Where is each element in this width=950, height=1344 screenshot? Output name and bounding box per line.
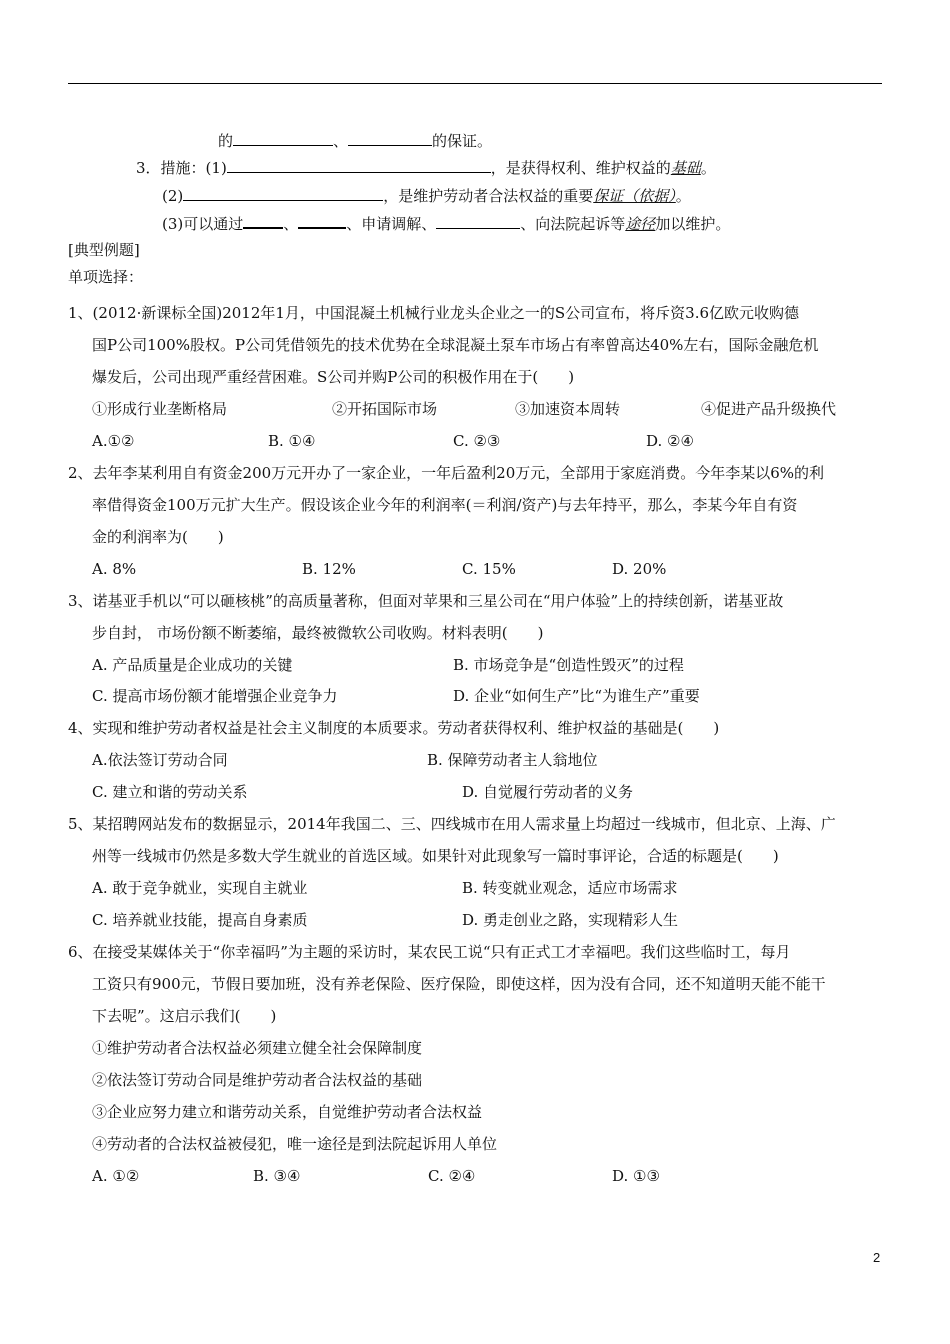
q3-option-d[interactable]: D. 企业“如何生产”比“为谁生产”重要 xyxy=(453,687,700,705)
q5-option-b[interactable]: B. 转变就业观念，适应市场需求 xyxy=(462,879,678,897)
q5-stem-line: 州等一线城市仍然是多数大学生就业的首选区域。如果针对此现象写一篇时事评论，合适的标题是( ) xyxy=(92,847,779,865)
fill-line-2: 3．措施：(1) ，是获得权利、维护权益的基础。 xyxy=(136,159,716,177)
q4-option-c[interactable]: C. 建立和谐的劳动关系 xyxy=(92,783,248,801)
q2-option-d[interactable]: D. 20% xyxy=(612,560,667,578)
q1-statement: ②开拓国际市场 xyxy=(332,400,438,418)
blank[interactable] xyxy=(233,131,333,146)
fill-line-3: (2) ，是维护劳动者合法权益的重要保证（依据）。 xyxy=(162,187,691,205)
q6-statement: ④劳动者的合法权益被侵犯，唯一途径是到法院起诉用人单位 xyxy=(92,1135,498,1153)
q2-option-c[interactable]: C. 15% xyxy=(462,560,516,578)
q6-stem-line: 6、在接受某媒体关于“你幸福吗”为主题的采访时，某农民工说“只有正式工才幸福吧。我们这些临时工，每月 xyxy=(68,943,791,961)
q3-option-b[interactable]: B. 市场竞争是“创造性毁灭”的过程 xyxy=(453,656,684,674)
q2-stem-line: 率借得资金100万元扩大生产。假设该企业今年的利润率(＝利润/资产)与去年持平，那么，李某今年自有资 xyxy=(92,496,798,514)
q6-statement: ①维护劳动者合法权益必须建立健全社会保障制度 xyxy=(92,1039,423,1057)
q4-stem-line: 4、实现和维护劳动者权益是社会主义制度的本质要求。劳动者获得权利、维护权益的基础是( ) xyxy=(68,719,720,737)
blank[interactable] xyxy=(183,186,383,201)
blank[interactable] xyxy=(436,214,520,229)
q1-option-b[interactable]: B. ①④ xyxy=(268,432,316,450)
q6-option-c[interactable]: C. ②④ xyxy=(428,1167,476,1185)
sub-heading: 单项选择： xyxy=(68,268,144,286)
q6-option-d[interactable]: D. ①③ xyxy=(612,1167,660,1185)
q6-stem-line: 工资只有900元，节假日要加班，没有养老保险、医疗保险，即使这样，因为没有合同，还不知道明天能不能干 xyxy=(92,975,826,993)
q1-stem-line: 1、(2012·新课标全国)2012年1月，中国混凝土机械行业龙头企业之一的S公司宣布，将斥资3.6亿欧元收购德 xyxy=(68,304,800,322)
q2-stem-line: 2、去年李某利用自有资金200万元开办了一家企业，一年后盈利20万元，全部用于家庭消费。今年李某以6%的利 xyxy=(68,464,825,482)
q5-option-a[interactable]: A. 敢于竞争就业，实现自主就业 xyxy=(92,879,308,897)
q4-option-b[interactable]: B. 保障劳动者主人翁地位 xyxy=(427,751,598,769)
q3-stem-line: 3、诺基亚手机以“可以砸核桃”的高质量著称，但面对苹果和三星公司在“用户体验”上的持续创新，诺基亚故 xyxy=(68,592,784,610)
section-heading: [典型例题] xyxy=(68,241,140,259)
header-rule xyxy=(68,83,882,84)
blank[interactable] xyxy=(243,213,283,229)
q6-option-b[interactable]: B. ③④ xyxy=(253,1167,301,1185)
blank[interactable] xyxy=(298,213,346,229)
q1-stem-line: 国P公司100%股权。P公司凭借领先的技术优势在全球混凝土泵车市场占有率曾高达40%左右，国际金融危机 xyxy=(92,336,819,354)
q5-option-d[interactable]: D. 勇走创业之路，实现精彩人生 xyxy=(462,911,679,929)
keyword: 基础 xyxy=(670,159,701,177)
q1-stem-line: 爆发后，公司出现严重经营困难。S公司并购P公司的积极作用在于( ) xyxy=(92,368,575,386)
q5-stem-line: 5、某招聘网站发布的数据显示，2014年我国二、三、四线城市在用人需求量上均超过一线城市，但北京、上海、广 xyxy=(68,815,836,833)
q6-statement: ②依法签订劳动合同是维护劳动者合法权益的基础 xyxy=(92,1071,423,1089)
q1-statement: ③加速资本周转 xyxy=(515,400,621,418)
q6-option-a[interactable]: A. ①② xyxy=(92,1167,140,1185)
q6-statement: ③企业应努力建立和谐劳动关系，自觉维护劳动者合法权益 xyxy=(92,1103,483,1121)
q5-option-c[interactable]: C. 培养就业技能，提高自身素质 xyxy=(92,911,308,929)
blank[interactable] xyxy=(227,158,491,173)
blank[interactable] xyxy=(348,131,432,146)
q4-option-d[interactable]: D. 自觉履行劳动者的义务 xyxy=(462,783,634,801)
keyword: 途径 xyxy=(625,215,656,233)
q3-stem-line: 步自封， 市场份额不断萎缩，最终被微软公司收购。材料表明( ) xyxy=(92,624,544,642)
q2-option-a[interactable]: A. 8% xyxy=(92,560,137,578)
q4-option-a[interactable]: A.依法签订劳动合同 xyxy=(92,751,228,769)
q2-stem-line: 金的利润率为( ) xyxy=(92,528,224,546)
q1-statement: ④促进产品升级换代 xyxy=(701,400,837,418)
q1-option-d[interactable]: D. ②④ xyxy=(646,432,694,450)
q3-option-a[interactable]: A. 产品质量是企业成功的关键 xyxy=(92,656,293,674)
q2-option-b[interactable]: B. 12% xyxy=(302,560,356,578)
keyword: 保证（依据） xyxy=(593,187,676,205)
q3-option-c[interactable]: C. 提高市场份额才能增强企业竞争力 xyxy=(92,687,338,705)
fill-line-4: (3)可以通过 、 、申请调解、 、向法院起诉等途径加以维护。 xyxy=(162,215,731,233)
q1-option-a[interactable]: A.①② xyxy=(92,432,135,450)
q6-stem-line: 下去呢”。这启示我们( ) xyxy=(92,1007,277,1025)
page-number: 2 xyxy=(873,1250,881,1265)
fill-line-1: 的 、 的保证。 xyxy=(218,132,493,150)
q1-statement: ①形成行业垄断格局 xyxy=(92,400,228,418)
q1-option-c[interactable]: C. ②③ xyxy=(453,432,501,450)
